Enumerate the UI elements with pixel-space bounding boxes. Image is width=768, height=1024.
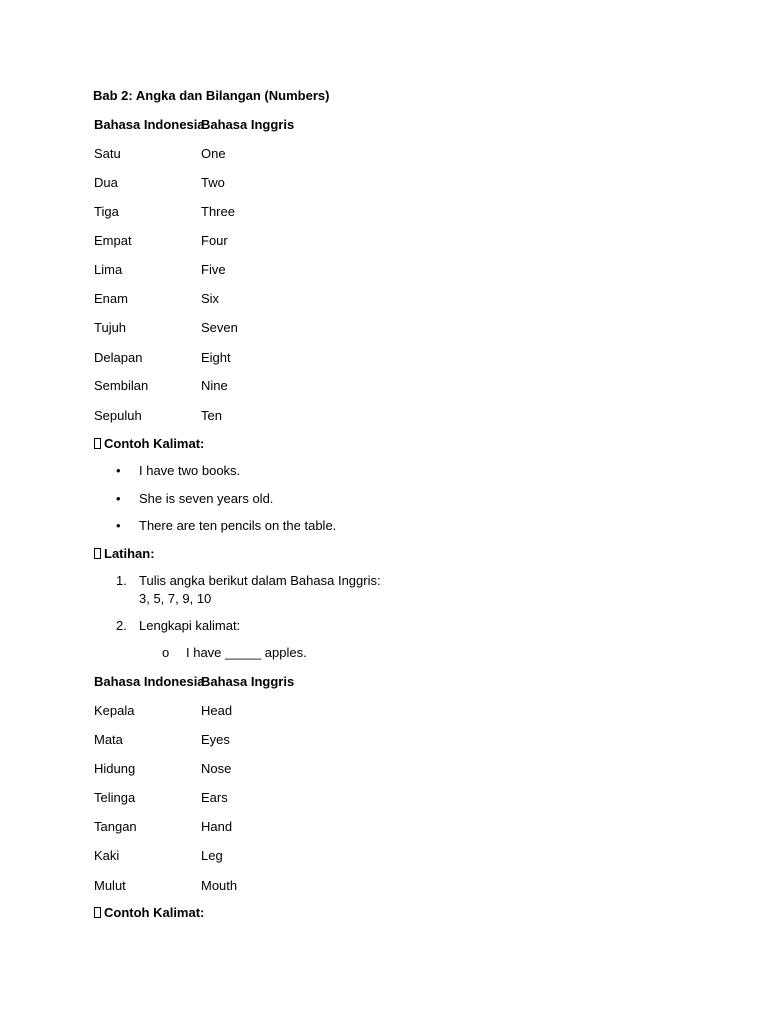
section-label-contoh-kalimat: [94, 436, 204, 452]
table-cell: Five: [201, 262, 226, 277]
list-number: 1.: [116, 573, 127, 588]
table-cell: Tangan: [94, 819, 137, 834]
table-cell: Dua: [94, 175, 118, 190]
table-cell: Eight: [201, 350, 231, 365]
section-label-latihan: [94, 546, 155, 562]
table-cell: Kaki: [94, 848, 120, 863]
bullet-icon: •: [116, 491, 121, 506]
table-cell: Sembilan: [94, 378, 149, 393]
table-cell: Eyes: [201, 732, 230, 747]
table-cell: Nine: [201, 378, 228, 393]
sub-list-item: I have _____ apples.: [186, 645, 307, 660]
list-item: I have two books.: [139, 463, 241, 478]
sub-bullet-marker: o: [162, 645, 170, 660]
list-item: Tulis angka berikut dalam Bahasa Inggris:: [139, 573, 381, 588]
list-item: She is seven years old.: [139, 491, 274, 506]
table-cell: Telinga: [94, 790, 136, 805]
table-header-english: Bahasa Inggris: [201, 117, 295, 132]
list-item: There are ten pencils on the table.: [139, 518, 337, 533]
table-cell: Tujuh: [94, 320, 127, 335]
table-cell: Enam: [94, 291, 128, 306]
table-cell: Six: [201, 291, 220, 306]
table-cell: Hand: [201, 819, 233, 834]
list-item: Lengkapi kalimat:: [139, 618, 241, 633]
table-header-english: Bahasa Inggris: [201, 674, 295, 689]
table-cell: Leg: [201, 848, 223, 863]
section-label-contoh-kalimat: [94, 905, 204, 921]
table-cell: Nose: [201, 761, 232, 776]
table-cell: Head: [201, 703, 233, 718]
table-cell: Three: [201, 204, 235, 219]
table-cell: Ten: [201, 408, 222, 423]
table-cell: Mouth: [201, 878, 238, 893]
table-cell: Ears: [201, 790, 228, 805]
table-cell: Two: [201, 175, 225, 190]
table-cell: Seven: [201, 320, 238, 335]
missing-glyph-icon: [94, 438, 101, 449]
section-label-text: Latihan:: [104, 546, 155, 561]
table-cell: Four: [201, 233, 228, 248]
table-cell: Satu: [94, 146, 121, 161]
chapter-heading: Bab 2: Angka dan Bilangan (Numbers): [93, 88, 330, 103]
table-cell: Kepala: [94, 703, 135, 718]
table-cell: Mata: [94, 732, 123, 747]
missing-glyph-icon: [94, 907, 101, 918]
table-cell: One: [201, 146, 226, 161]
list-number: 2.: [116, 618, 127, 633]
list-item-continuation: 3, 5, 7, 9, 10: [139, 591, 212, 606]
table-header-indonesian: Bahasa Indonesia: [94, 674, 205, 689]
missing-glyph-icon: [94, 548, 101, 559]
table-cell: Tiga: [94, 204, 119, 219]
bullet-icon: •: [116, 518, 121, 533]
section-label-text: Contoh Kalimat:: [104, 905, 205, 920]
table-cell: Delapan: [94, 350, 143, 365]
table-cell: Sepuluh: [94, 408, 142, 423]
table-cell: Empat: [94, 233, 132, 248]
section-label-text: Contoh Kalimat:: [104, 436, 205, 451]
table-cell: Hidung: [94, 761, 136, 776]
table-cell: Lima: [94, 262, 123, 277]
table-header-indonesian: Bahasa Indonesia: [94, 117, 205, 132]
bullet-icon: •: [116, 463, 121, 478]
table-cell: Mulut: [94, 878, 126, 893]
